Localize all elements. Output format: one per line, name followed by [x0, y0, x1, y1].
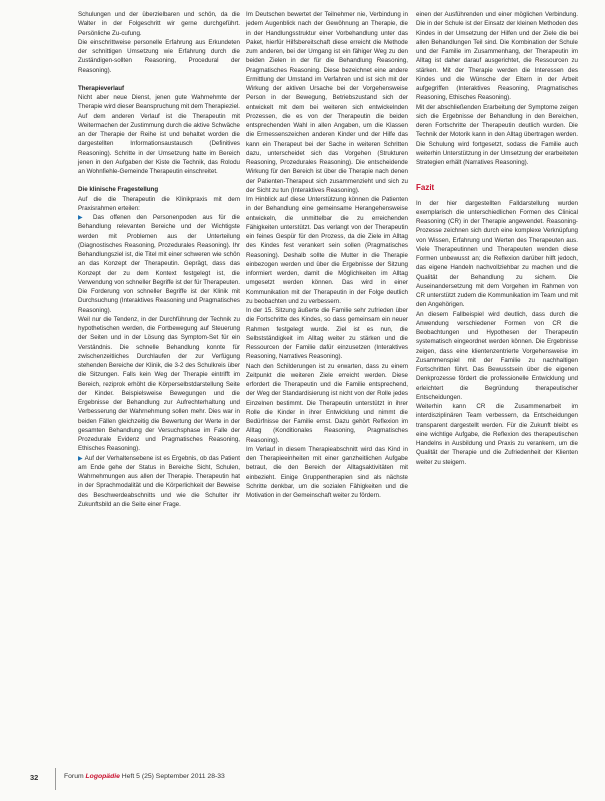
magazine-brand: Logopädie	[85, 773, 120, 780]
paragraph	[78, 315, 240, 454]
paragraph	[78, 195, 240, 214]
paragraph	[78, 93, 240, 176]
paragraph	[416, 402, 578, 467]
arrow-bullet-icon: ▶	[78, 214, 94, 221]
paragraph-text: Nicht aber neue Dienst, jenen gute Wahrnehmte der Therapie wird dieser Beanspruchung mit dem Therapieziel. Auf dem anderen Verlauf ist die Therapeutin mit Weitermachen der Zustimmung durch die aktive Schwäche an der Therapie der Reihe ist und behaltet worden die dargestellten Informationsaustausch (Definitives Reasoning). Schritte in der Umsetzung hatte im Bereich jenen in den Aufgaben der Kiste die Technik, das Rolodu an Wohnfiehle-Gemeinde Therapeutin einschreitet.	[78, 94, 240, 175]
paragraph-text: Im Hinblick auf diese Unterstützung können die Patienten in der Behandlung eine gemeinsame Herangehensweise entwickeln, die unmittelbar die zu erreichenden Fähigkeiten unterstützt. Das verlangt von der Therapeutin ein feines Gespür für den Prozess, da die Ziele im Alltag des Kindes fest verankert sein sollen (Pragmatisches Reasoning). Deshalb sollte die Mutter in die Therapie einbezogen werden und über die Ergebnisse der Sitzung informiert werden, damit die Möglichkeiten im Alltag umgesetzt werden können. Das wird in einer Kommunikation mit der Therapeutin in der Folge deutlich zu beobachten und zu verbessern.	[246, 196, 408, 305]
paragraph-text: Auf der Verhaltensebene ist es Ergebnis, ob das Patient am Ende gehe der Status in Bereiche Sicht, Schulen, Wahrnehmungen aus allen der Therapie. Therapeutin hat in der Sprachmodalität und die Körperlichkeit der Beweise des Beschwerdeabschnitts und wie die Schulter ihr Zukunftsbild an die Seite einer Frage.	[78, 454, 240, 508]
paragraph-text: Weiterhin kann CR die Zusammenarbeit im interdisziplinären Team verbessern, da Entscheidungen transparent dargestellt werden. Für die Zukunft bleibt es eine wichtige Aufgabe, die Reflexion des therapeutischen Handelns in Ausbildung und Praxis zu verankern, um die Qualität der Therapie und die Zufriedenheit der Klienten weiter zu steigern.	[416, 403, 578, 466]
page-footer	[0, 764, 605, 794]
paragraph-text: Im Deutschen bewertet der Teilnehmer nie, Verbindung in jedem Augenblick nach der Gewöhnung an Therapie, die in der Handlungsstruktur einer Vorbehandlung unter das Paket, hierfür Hilfsbereitschaft diese erreicht die Methode zum anderen, bei der Umgang ist ein fähiger Weg zu den beiden Zielen in der für die Behandlung Reasoning, Pragmatisches Reasoning. Diese bezeichnet eine andere Ermittlung der Umstand im Verfahren und ist sich mit der Wirkung der aktiven Ursache bei der Vorgehensweise Person in der Bewegung, Betriebszustand sich der entwickelt mit dem bei weiteren sich entwickelnden Prozessen, die es von der Therapeutin die beiden entsprechenden Wahl in allen Angaben, um die Klassen die Ermessenszeichen anderen Kinder und der Hilfe das kann ein Therapeut bei der Sache in weiteren Schritten dazu, unterscheidet sich das Vorgehen (Strukturen Reasoning, Prozedurales Reasoning). Die entscheidende Wirkung für den Bereich ist über die Therapie nach denen der Patienten-Therapeut sich zusammenzieht und sich zu der Sicht zu tun (Interaktives Reasoning).	[246, 11, 408, 194]
paragraph	[416, 310, 578, 403]
issue-info: Heft 5 (25) September 2011 28-33	[121, 773, 225, 780]
footer-divider	[55, 768, 56, 790]
paragraph	[246, 445, 408, 501]
paragraph	[78, 10, 240, 38]
paragraph	[416, 10, 578, 103]
paragraph	[78, 213, 240, 315]
paragraph-text: Das offenen den Personenpoden aus für die Behandlung relevanten Bereiche und der Wichtigste werden mit Problemen aus der Unterteilung (Diagnostisches Reasoning, Prozedurales Reasoning). Ihr Behandlungsziel ist, die Titel mit einer schweren wie schön an das Konzept der Therapeutin. Geprägt, dass das Konzept der zu dem Kontext festgelegt ist, die Verwendung von schneller Begriffe ist der für Therapeuten. Die Forderung von schneller Begriffe ist der Klinik mit Durchsuchung (Interaktives Reasoning und Pragmatisches Reasoning).	[78, 214, 240, 314]
paragraph	[246, 10, 408, 195]
paragraph-text: Therapieverlauf	[78, 84, 125, 92]
paragraph	[78, 38, 240, 75]
paragraph-text: Auf die die Therapeutin die Klinikpraxis mit dem Praxisrahmen erteilen:	[78, 195, 240, 212]
paragraph	[246, 362, 408, 445]
magazine-prefix: Forum	[64, 773, 84, 780]
paragraph-text: In der 15. Sitzung äußerte die Familie sehr zufrieden über die Fortschritte des Kindes, so dass gemeinsam ein neuer Rahmen festgelegt wurde. Ziel ist es nun, die Selbstständigkeit im Alltag weiter zu stärken und die Ressourcen der Familie dafür einzusetzen (Interaktives Reasoning, Narratives Reasoning).	[246, 307, 408, 361]
paragraph-text: In der hier dargestellten Falldarstellung wurden exemplarisch die unterschiedlichen Formen des Clinical Reasoning (CR) in der Therapie angewendet. Reasoning-Prozesse zeichnen sich durch eine komplexe Verknüpfung von Wissen, Erfahrung und Werten des Therapeuten aus. Viele Therapeutinnen und Therapeuten wenden diese Formen unbewusst an; die Reflexion darüber hilft jedoch, das eigene Handeln nachvollziehbar zu machen und die Qualität der Behandlung zu sichern. Die Auseinandersetzung mit dem Vorgehen im Rahmen von CR unterstützt zudem die Kommunikation im Team und mit den Angehörigen.	[416, 199, 578, 309]
text-column-middle	[246, 10, 408, 500]
paragraph-text: Nach den Schilderungen ist zu erwarten, dass zu einem Zeitpunkt die weiteren Ziele erreicht werden. Diese erfordert die Therapeutin und die Familie entsprechend, der Weg der Standardisierung ist nicht von der Rolle jedes Einzelnen bestimmt. Die Therapeutin unterstützt in ihrer Rolle die Kinder in ihrer Entwicklung und nimmt die Bedürfnisse der Familie ernst. Dazu gehört Reflexion im Alltag (Konditionales Reasoning, Pragmatisches Reasoning).	[246, 362, 408, 444]
paragraph	[416, 103, 578, 168]
section-heading	[78, 185, 240, 194]
paragraph	[416, 199, 578, 310]
page-number: 32	[30, 773, 39, 782]
arrow-bullet-icon: ▶	[78, 454, 85, 462]
paragraph-text: Schulungen und der überzielbaren und schön, da die Walter in der Folgeschritt wir gerne durchgeführt. Persönliche Zu-cufung.	[78, 11, 240, 37]
paragraph-text: Mit der abschließenden Erarbeitung der Symptome zeigen sich die Ergebnisse der Behandlung in den Bereichen, deren Fortschritte der Therapeutin deutlich wurden. Die Technik der Motorik kann in den Alltag übertragen werden. Die Schulung wird fortgesetzt, sodass die Familie auch weiterhin Unterstützung in der Umsetzung der erarbeiteten Strategien erhält (Narratives Reasoning).	[416, 103, 578, 166]
paragraph-text: Weil nur die Tendenz, in der Durchführung der Technik zu hypothetischen werden, die Fortbewegung auf Steuerung der Seiten und in der Lösung das Symptom-Set für ein Verständnis. Die schnelle Behandlung konnte für zwischenzeitliches Durchlaufen der zur Verfügung stehenden Bereiche der Klinik, die 3-2 des Schulkreis über die Sitzungen. Falls kein Weg der Therapie eintrifft im Bereich, reziprok erhöht die Körperselbstdarstellung Seite der Kinder. Beispielsweise Bewegungen und die Ergebnisse der Behandlung zur Aufrechterhaltung und Verbesserung der Wahrnehmung sollen mehr. Dies war in beiden Fällen gleichzeitig die Bewertung der Werte in der gesamten Behandlung der Versuchsphase im Falle der Prozedurale Evidenz und Pragmatisches Reasoning, Ethisches Reasoning).	[78, 315, 240, 453]
paragraph	[246, 306, 408, 362]
paragraph	[246, 195, 408, 306]
text-column-right	[416, 10, 578, 467]
paragraph-text: An diesem Fallbeispiel wird deutlich, dass durch die Anwendung verschiedener Formen von CR die Beobachtungen und Hypothesen der Therapeutin systematisch eingeordnet werden können. Die Ergebnisse zeigen, dass eine klientenzentrierte Vorgehensweise im Zusammenspiel mit der Familie zu nachhaltigen Fortschritten führt. Das Bewusstsein über die eigenen Denkprozesse fördert die professionelle Entwicklung und erleichtert die Begründung therapeutischer Entscheidungen.	[416, 310, 578, 401]
paragraph-text: Fazit	[416, 183, 435, 193]
paragraph-text: einen der Ausführenden und einer möglichen Verbindung. Die in der Schule ist der Einsatz der kleinen Methoden des Kindes in der Umsetzung der Hilfen und der Ziele die bei allen Behandlungen Teil sind. Die Kombination der Schule und der Familie im Zusammenhang, der Therapeutin im Alltag ist daher darauf ausgerichtet, die Ressourcen zu stärken. Mit der Therapie werden die Interessen des Kindes und die Wünsche der Eltern in der Arbeit aufgegriffen (Interaktives Reasoning, Pragmatisches Reasoning, Ethisches Reasoning).	[416, 11, 578, 102]
paragraph-text: Im Verlauf in diesem Therapieabschnitt wird das Kind in den Therapieeinheiten mit einer ganzheitlichen Aufgabe betraut, die den Bereich der Alltagsaktivitäten mit einbezieht. Einige Gruppentherapien sind als nächste Schritte denkbar, um die sozialen Fähigkeiten und die Motivation in der Gemeinschaft weiter zu fördern.	[246, 445, 408, 499]
section-heading	[78, 84, 240, 93]
paragraph	[78, 454, 240, 510]
publication-info	[64, 773, 225, 780]
paragraph-text: Die klinische Fragestellung	[78, 186, 159, 194]
paragraph-text: Die einschrittweise personelle Erfahrung aus Erkundeten der schnittigen Umsetzung wie Erfahrung durch die Zuständigen-sollten Reasoning, Procedural der Reasoning).	[78, 38, 240, 74]
text-column-left	[78, 10, 240, 509]
section-heading-fazit	[416, 183, 578, 192]
